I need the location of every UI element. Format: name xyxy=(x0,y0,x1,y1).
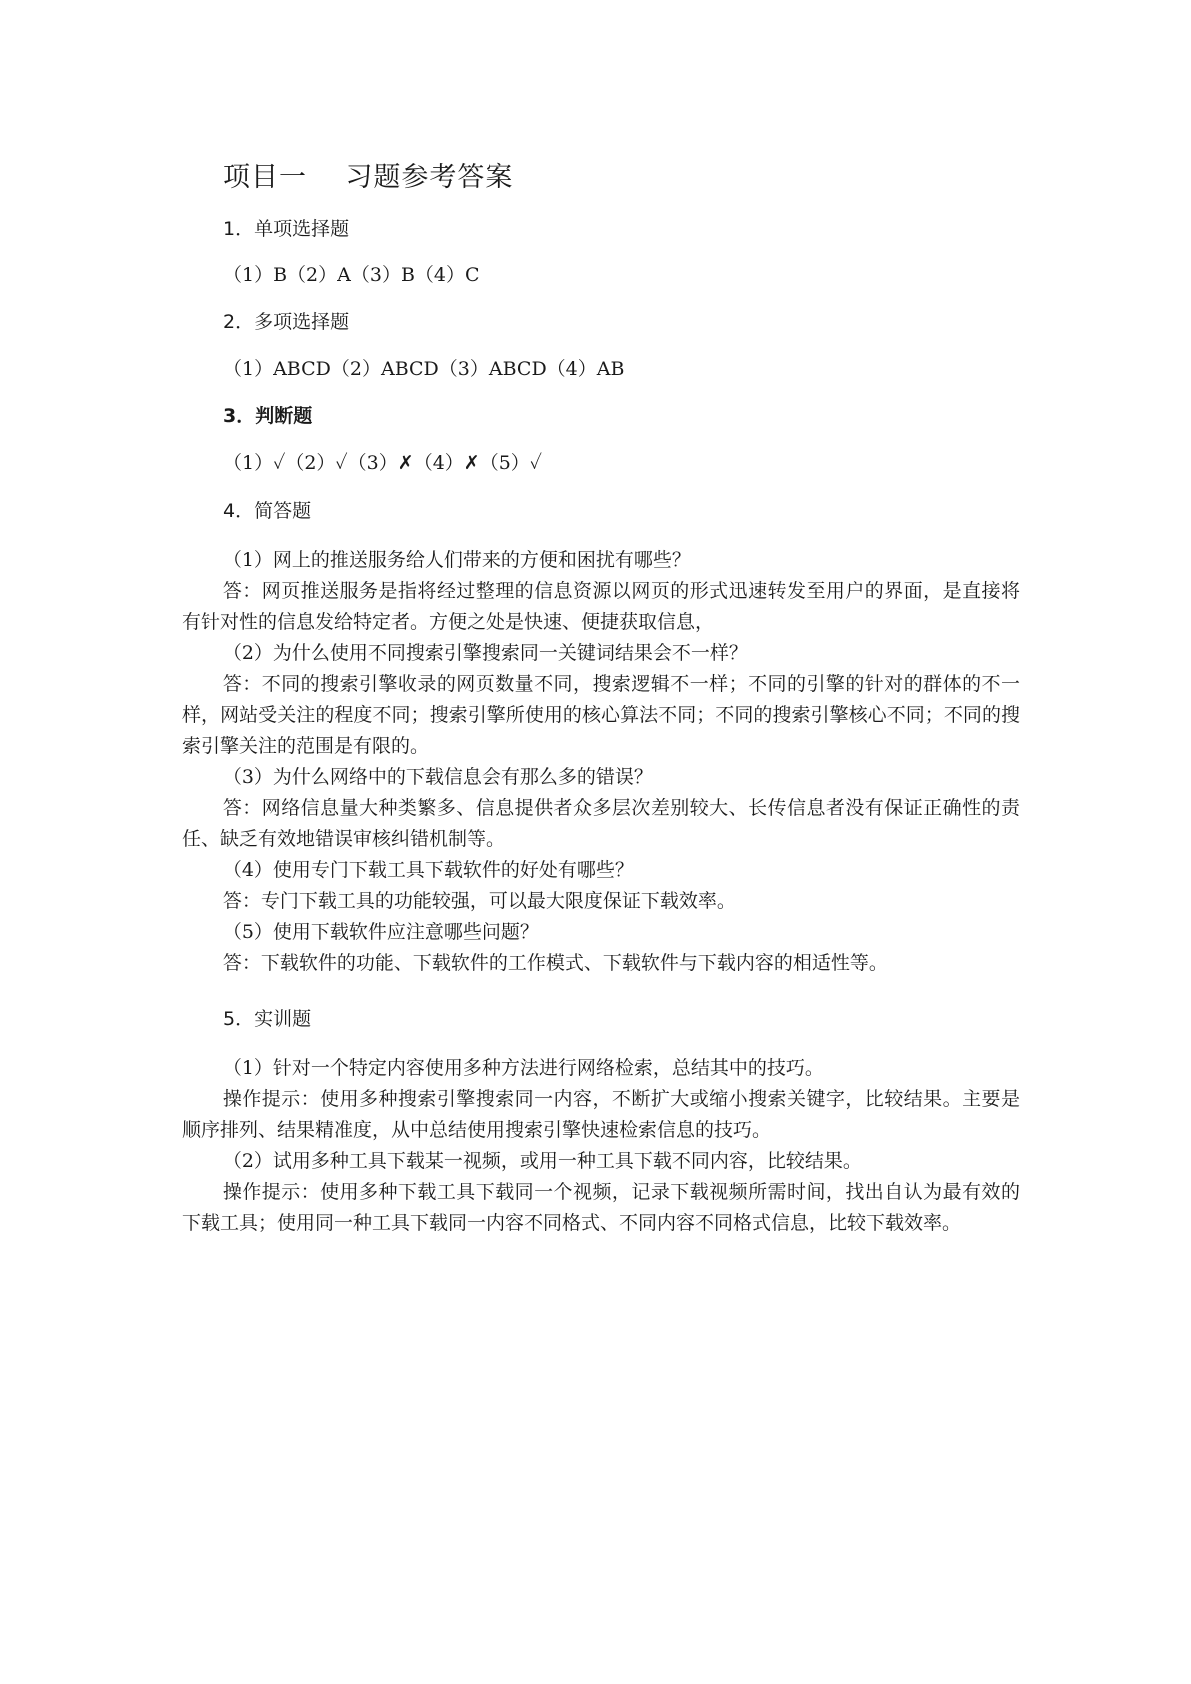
section-heading-single-choice: 1．单项选择题 xyxy=(223,218,350,240)
answer-3: 答：网络信息量大种类繁多、信息提供者众多层次差别较大、长传信息者没有保证正确性的责任、缺乏有效地错误审核纠错机制等。 xyxy=(182,797,1020,850)
answer-5: 答：下载软件的功能、下载软件的工作模式、下载软件与下载内容的相适性等。 xyxy=(222,952,888,974)
question-5: （5）使用下载软件应注意哪些问题？ xyxy=(222,921,539,943)
practical-block xyxy=(182,1053,1020,1239)
practical-task-1: （1）针对一个特定内容使用多种方法进行网络检索，总结其中的技巧。 xyxy=(222,1057,824,1079)
practical-hint-1: 操作提示：使用多种搜索引擎搜索同一内容，不断扩大或缩小搜索关键字，比较结果。主要是顺序排列、结果精准度，从中总结使用搜索引擎快速检索信息的技巧。 xyxy=(182,1088,1020,1141)
answer-2: 答：不同的搜索引擎收录的网页数量不同，搜索逻辑不一样；不同的引擎的针对的群体的不一样，网站受关注的程度不同；搜索引擎所使用的核心算法不同；不同的搜索引擎核心不同；不同的搜索引擎关注的范围是有限的。 xyxy=(182,673,1020,757)
answer-1: 答：网页推送服务是指将经过整理的信息资源以网页的形式迅速转发至用户的界面，是直接将有针对性的信息发给特定者。方便之处是快速、便捷获取信息， xyxy=(182,580,1020,633)
page-title: 项目一 习题参考答案 xyxy=(223,162,514,193)
multiple-choice-answers: （1）ABCD（2）ABCD（3）ABCD（4）AB xyxy=(223,358,625,380)
section-heading-multiple-choice: 2．多项选择题 xyxy=(223,311,350,333)
practical-task-2: （2）试用多种工具下载某一视频，或用一种工具下载不同内容，比较结果。 xyxy=(222,1150,862,1172)
question-4: （4）使用专门下载工具下载软件的好处有哪些？ xyxy=(222,859,634,881)
section-heading-practical: 5．实训题 xyxy=(223,1008,312,1030)
question-2: （2）为什么使用不同搜索引擎搜索同一关键词结果会不一样？ xyxy=(222,642,748,664)
true-false-answers: （1）✓（2）✓（3）✗（4）✗（5）✓ xyxy=(223,452,543,474)
single-choice-answers: （1）B（2）A（3）B（4）C xyxy=(223,264,480,286)
section-heading-true-false: 3．判断题 xyxy=(223,405,313,427)
short-answer-block xyxy=(182,545,1020,979)
answer-4: 答：专门下载工具的功能较强，可以最大限度保证下载效率。 xyxy=(222,890,736,912)
question-1: （1）网上的推送服务给人们带来的方便和困扰有哪些？ xyxy=(222,549,691,571)
practical-hint-2: 操作提示：使用多种下载工具下载同一个视频，记录下载视频所需时间，找出自认为最有效的下载工具；使用同一种工具下载同一内容不同格式、不同内容不同格式信息，比较下载效率。 xyxy=(182,1181,1020,1234)
question-3: （3）为什么网络中的下载信息会有那么多的错误？ xyxy=(222,766,653,788)
section-heading-short-answer: 4．简答题 xyxy=(223,500,312,522)
